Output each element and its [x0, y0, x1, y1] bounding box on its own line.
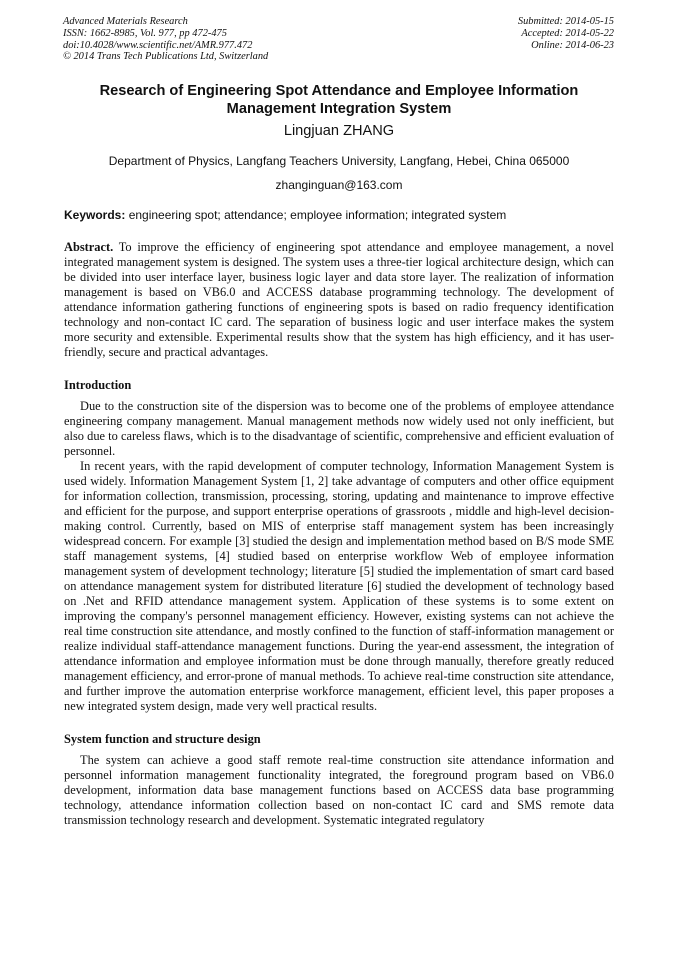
- intro-paragraph-2: In recent years, with the rapid development of computer technology, Information Management System is used widely. Information Management System [1, 2] take advantage of computers and other office equipment for information collection, transmission, processing, storing, updating and maintenance to improve effective and efficient for the purpose, and support enterprise operations of grassroots , middle and high-level decision-making control. Currently, based on MIS of enterprise staff management system has been increasingly widespread concern. For example [3] studied the design and implementation method based on B/S mode SME staff management systems, [4] studied based on enterprise workflow Web of employee information management system of development technology; literature [5] studied the implementation of smart card based on attendance management system for distributed literature [6] studied the development of technology based on .Net and RFID attendance management system. Application of these systems is to some extent on improving the company's personnel management efficiency. However, existing systems can not achieve the real time construction site attendance, and mostly confined to the function of staff-information management or realize individual staff-attendance management functions. During the year-end assessment, the integration of attendance information and employee information must be done through manually, therefore greatly reduced management efficiency, and error-prone of manual methods. To achieve real-time construction site attendance, and further improve the automation enterprise workforce management, efficient level, this paper proposes a new integrated system design, made very well practical results.: [64, 459, 614, 713]
- abstract-label: Abstract.: [64, 240, 114, 254]
- keywords: [64, 208, 614, 222]
- copyright-line: © 2014 Trans Tech Publications Ltd, Switzerland: [63, 51, 269, 63]
- intro-paragraph-1: Due to the construction site of the dispersion was to become one of the problems of employee attendance engineering company management. Manual management methods now widely used not only inefficient, but also due to careless flaws, which is to the disadvantage of scientific, comprehensive and efficient evaluation of personnel.: [64, 399, 614, 458]
- journal-header: [64, 14, 614, 66]
- keywords-label: Keywords:: [64, 208, 126, 222]
- online-date: Online: 2014-06-23: [531, 39, 614, 51]
- accepted-date: Accepted: 2014-05-22: [521, 27, 614, 39]
- section-heading-system-design: System function and structure design: [64, 732, 261, 746]
- doi-line: doi:10.4028/www.scientific.net/AMR.977.472: [63, 39, 253, 51]
- issn-line: ISSN: 1662-8985, Vol. 977, pp 472-475: [63, 27, 227, 39]
- journal-info: [63, 16, 268, 63]
- affiliation: Department of Physics, Langfang Teachers University, Langfang, Hebei, China 065000: [108, 154, 570, 168]
- section-heading-introduction: Introduction: [64, 378, 132, 392]
- submitted-date: Submitted: 2014-05-15: [517, 16, 614, 27]
- paper-title: Research of Engineering Spot Attendance and Employee Information Management Integration System: [99, 83, 579, 117]
- dates-info: [518, 16, 614, 51]
- author-email[interactable]: zhanginguan@163.com: [275, 178, 403, 192]
- keywords-text: engineering spot; attendance; employee information; integrated system: [125, 208, 507, 222]
- abstract-text: To improve the efficiency of engineering spot attendance and employee management, a novel integrated management system is designed. The system uses a three-tier logical architecture design, which can be divided into user interface layer, business logic layer and data store layer. The realization of information management is based on VB6.0 and ACCESS database programming technology. The development of attendance information gathering functions of engineering spots is based on radio frequency identification technology and non-contact IC card. The separation of business logic and user interface makes the system more security and extensible. Experimental results show that the system has high efficiency, and it has user-friendly, secure and practical advantages.: [64, 240, 614, 359]
- system-paragraph-1: The system can achieve a good staff remote real-time construction site attendance information and personnel information management functionality integrated, the foreground program based on VB6.0 development, information data base management functions based on ACCESS data base programming technology, attendance information collection based on non-contact IC card and SMS remote data transmission technology research and development. Systematic integrated regulatory: [64, 753, 614, 827]
- abstract: [64, 240, 614, 360]
- author-name: Lingjuan ZHANG: [283, 123, 395, 139]
- journal-name: Advanced Materials Research: [63, 16, 188, 27]
- paper-page: [64, 14, 614, 828]
